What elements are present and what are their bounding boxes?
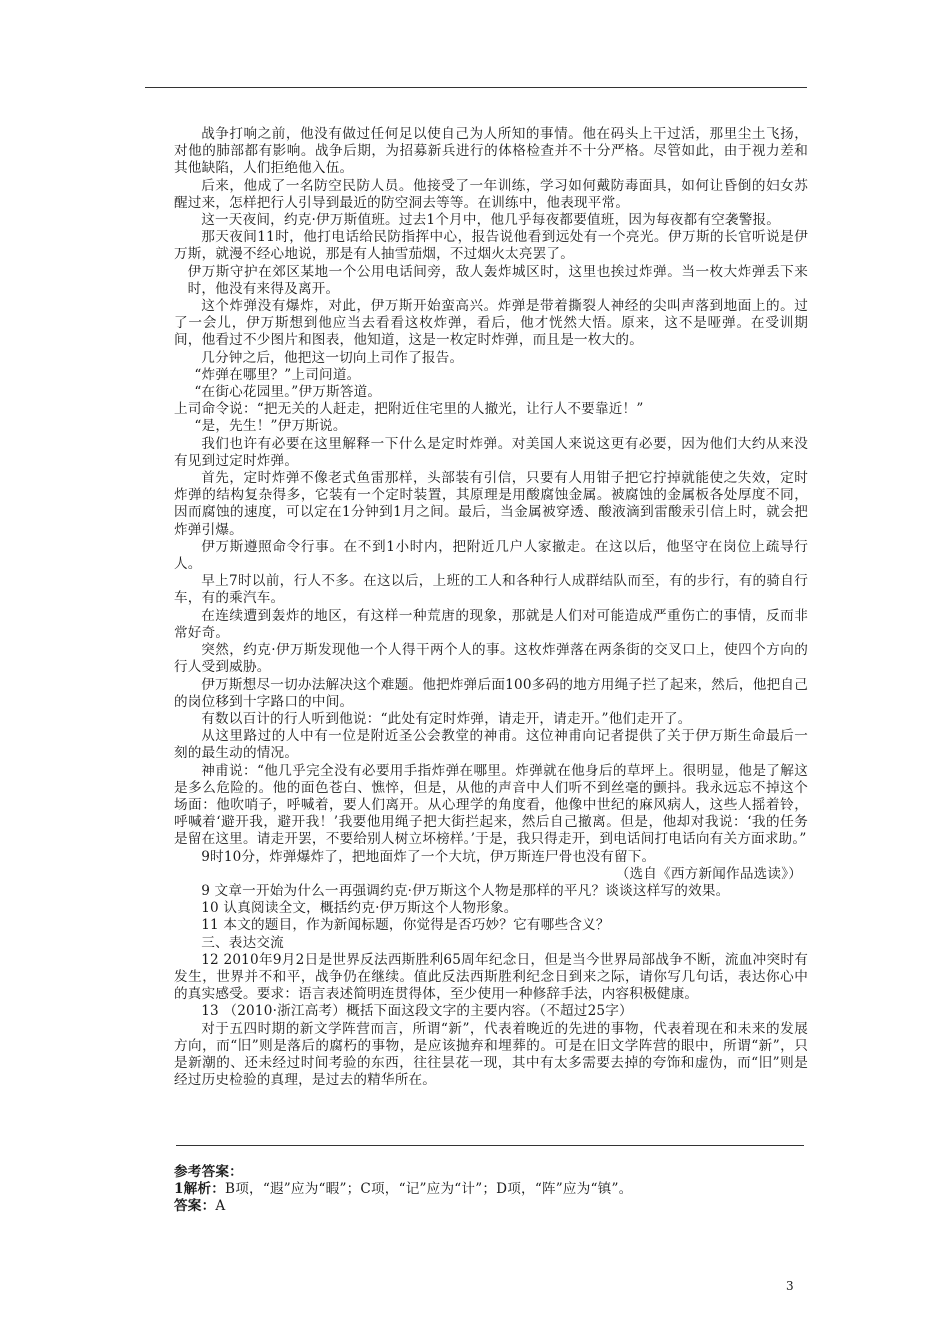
paragraph-18: 伊万斯想尽一切办法解决这个难题。他把炸弹后面100多码的地方用绳子拦了起来，然后，他把自己的岗位移到十字路口的中间。 <box>174 676 808 710</box>
paragraph-5: 伊万斯守护在郊区某地一个公用电话间旁，敌人轰炸城区时，这里也挨过炸弹。当一枚大炸弹丢下来时，他没有来得及离开。 <box>187 263 808 297</box>
page-number: 3 <box>786 1279 794 1293</box>
source-citation: （选自《西方新闻作品选读》） <box>615 865 802 882</box>
task-12: 12 2010年9月2日是世界反法西斯胜利65周年纪念日，但是当今世界局部战争不断，流血冲突时有发生，世界并不和平，战争仍在继续。值此反法西斯胜利纪念日到来之际，请你写几句话，表达你心中的真实感受。要求：语言表述简明连贯得体，至少使用一种修辞手法，内容积极健康。 <box>174 951 808 1003</box>
answer-final-value: A <box>215 1198 226 1215</box>
paragraph-4: 那天夜间11时，他打电话给民防指挥中心，报告说他看到远处有一个亮光。伊万斯的长官听说是伊万斯，就漫不经心地说，那是有人抽雪茄烟，不过烟火太亮罢了。 <box>174 229 808 263</box>
answer-item-1-label: 1解析： <box>174 1181 226 1198</box>
answer-divider <box>176 1145 804 1146</box>
answer-heading: 参考答案： <box>174 1164 243 1180</box>
paragraph-16: 在连续遭到轰炸的地区，有这样一种荒唐的现象，那就是人们对可能造成严重伤亡的事情，反而非常好奇。 <box>174 607 808 641</box>
paragraph-2: 后来，他成了一名防空民防人员。他接受了一年训练，学习如何戴防毒面具，如何让昏倒的妇女苏醒过来，怎样把行人引导到最近的防空洞去等等。在训练中，他表现平常。 <box>174 177 808 211</box>
paragraph-3: 这一天夜间，约克·伊万斯值班。过去1个月中，他几乎每夜都要值班，因为每夜都有空袭警报。 <box>201 212 781 229</box>
paragraph-14: 伊万斯遵照命令行事。在不到1小时内，把附近几户人家撤走。在这以后，他坚守在岗位上疏导行人。 <box>174 538 808 573</box>
paragraph-22: 9时10分，炸弹爆炸了，把地面炸了一个大坑，伊万斯连尸骨也没有留下。 <box>201 848 656 865</box>
paragraph-8: “炸弹在哪里？”上司问道。 <box>194 366 361 383</box>
question-9: 9 文章一开始为什么一再强调约克·伊万斯这个人物是那样的平凡？谈谈这样写的效果。 <box>201 882 730 899</box>
answer-item-1 <box>174 1181 808 1198</box>
paragraph-15: 早上7时以前，行人不多。在这以后，上班的工人和各种行人成群结队而至，有的步行，有的骑自行车，有的乘汽车。 <box>174 573 808 607</box>
paragraph-6: 这个炸弹没有爆炸，对此，伊万斯开始蛮高兴。炸弹是带着撕裂人神经的尖叫声落到地面上的。过了一会儿，伊万斯想到他应当去看看这枚炸弹，看后，他才恍然大悟。原来，这不是哑弹。在受训期间，他看过不少图片和图表，他知道，这是一枚定时炸弹，而且是一枚大的。 <box>174 298 808 349</box>
paragraph-17: 突然，约克·伊万斯发现他一个人得干两个人的事。这枚炸弹落在两条街的交叉口上，使四个方向的行人受到威胁。 <box>174 642 808 676</box>
paragraph-10: 上司命令说：“把无关的人赶走，把附近住宅里的人撤光，让行人不要靠近！” <box>174 401 644 418</box>
paragraph-13: 首先，定时炸弹不像老式鱼雷那样，头部装有引信，只要有人用钳子把它拧掉就能使之失效，定时炸弹的结构复杂得多，它装有一个定时装置，其原理是用酸腐蚀金属。被腐蚀的金属板各处厚度不同，因而腐蚀的速度，可以定在1分钟到1月之间。最后，当金属被穿透、酸液滴到雷酸汞引信上时，就会把炸弹引爆。 <box>174 470 808 538</box>
paragraph-9: “在街心花园里。”伊万斯答道。 <box>194 384 382 401</box>
question-11: 11 本文的题目，作为新闻标题，你觉得是否巧妙？它有哪些含义？ <box>201 917 610 934</box>
answer-final <box>174 1198 808 1215</box>
question-10: 10 认真阅读全文，概括约克·伊万斯这个人物形象。 <box>201 900 518 917</box>
paragraph-21: 神甫说：“他几乎完全没有必要用手指炸弹在哪里。炸弹就在他身后的草坪上。很明显，他是了解这是多么危险的。他的面色苍白、憔悴，但是，从他的声音中人们听不到丝毫的颤抖。我永远忘不掉这个场面：他吹哨子，呼喊着，要人们离开。从心理学的角度看，他像中世纪的麻风病人，这些人摇着铃，呼喊着‘避开我，避开我！’我要他用绳子把大街拦起来，然后自己撤离。但是，他却对我说：‘我的任务是留在这里。请走开罢，不要给别人树立坏榜样。’于是，我只得走开，到电话间打电话向有关方面求助。” <box>174 762 808 848</box>
answer-item-1-text: B项，“遐”应为“暇”；C项，“记”应为“计”；D项，“阵”应为“镇”。 <box>225 1181 633 1198</box>
article-body <box>174 126 808 1089</box>
paragraph-1: 战争打响之前，他没有做过任何足以使自己为人所知的事情。他在码头上干过活，那里尘土飞扬，对他的肺部都有影响。战争后期，为招募新兵进行的体格检查并不十分严格。尽管如此，由于视力差和其他缺陷，人们拒绝他入伍。 <box>174 126 808 177</box>
paragraph-11: “是，先生！”伊万斯说。 <box>194 418 347 435</box>
paragraph-19: 有数以百计的行人听到他说：“此处有定时炸弹，请走开，请走开。”他们走开了。 <box>201 710 692 727</box>
paragraph-20: 从这里路过的人中有一位是附近圣公会教堂的神甫。这位神甫向记者提供了关于伊万斯生命最后一刻的最生动的情况。 <box>174 728 808 762</box>
task-13: 13 （2010·浙江高考）概括下面这段文字的主要内容。（不超过25字） <box>201 1003 633 1020</box>
paragraph-12: 我们也许有必要在这里解释一下什么是定时炸弹。对美国人来说这更有必要，因为他们大约从来没有见到过定时炸弹。 <box>174 435 808 469</box>
answer-final-label: 答案： <box>174 1198 216 1215</box>
top-divider <box>145 87 807 88</box>
answer-section <box>174 1164 808 1216</box>
paragraph-7: 几分钟之后，他把这一切向上司作了报告。 <box>201 349 464 366</box>
task-13-passage: 对于五四时期的新文学阵营而言，所谓“新”，代表着晚近的先进的事物，代表着现在和未来的发展方向，而“旧”则是落后的腐朽的事物，是应该抛弃和埋葬的。可是在旧文学阵营的眼中，所谓“新”，只是新潮的、还未经过时间考验的东西，往往昙花一现，其中有太多需要去掉的夸饰和虚伪，而“旧”则是经过历史检验的真理，是过去的精华所在。 <box>174 1020 808 1089</box>
section-heading: 三、表达交流 <box>201 934 284 951</box>
